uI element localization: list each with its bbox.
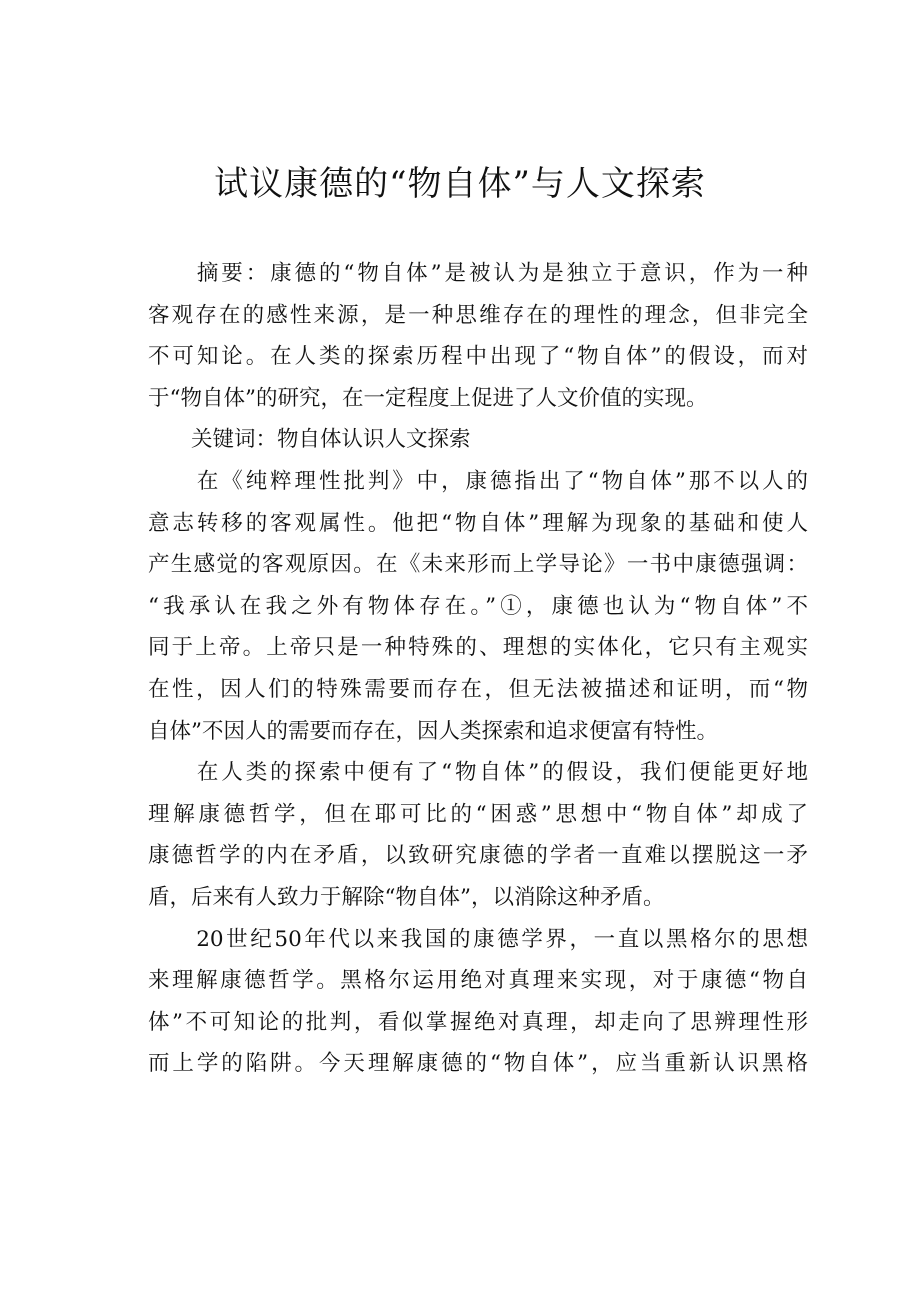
document-body bbox=[148, 253, 808, 1085]
body-paragraph bbox=[148, 461, 808, 752]
text-line: 康德哲学的内在矛盾，以致研究康德的学者一直难以摆脱这一矛 bbox=[148, 843, 808, 869]
text-line: 理解康德哲学，但在耶可比的“困惑”思想中“物自体”却成了 bbox=[148, 801, 808, 827]
body-paragraph bbox=[148, 752, 808, 918]
text-line: 于“物自体”的研究，在一定程度上促进了人文价值的实现。 bbox=[148, 385, 708, 411]
text-line: 而上学的陷阱。今天理解康德的“物自体”，应当重新认识黑格 bbox=[148, 1051, 808, 1077]
keywords-paragraph bbox=[148, 419, 808, 461]
text-line: 关键词：物自体认识人文探索 bbox=[148, 427, 471, 453]
text-line: 来理解康德哲学。黑格尔运用绝对真理来实现，对于康德“物自 bbox=[148, 968, 808, 994]
text-line: 客观存在的感性来源，是一种思维存在的理性的理念，但非完全 bbox=[148, 302, 808, 328]
text-line: 自体”不因人的需要而存在，因人类探索和追求便富有特性。 bbox=[148, 718, 718, 744]
text-line: 体”不可知论的批判，看似掌握绝对真理，却走向了思辨理性形 bbox=[148, 1009, 808, 1035]
abstract-paragraph bbox=[148, 253, 808, 419]
text-line: 盾，后来有人致力于解除“物自体”，以消除这种矛盾。 bbox=[148, 884, 665, 910]
text-line: “我承认在我之外有物体存在。”①，康德也认为“物自体”不 bbox=[148, 593, 808, 619]
text-line: 20世纪50年代以来我国的康德学界，一直以黑格尔的思想 bbox=[148, 926, 808, 952]
text-line: 同于上帝。上帝只是一种特殊的、理想的实体化，它只有主观实 bbox=[148, 635, 808, 661]
text-line: 在《纯粹理性批判》中，康德指出了“物自体”那不以人的 bbox=[148, 468, 808, 494]
body-paragraph bbox=[148, 919, 808, 1085]
text-line: 在人类的探索中便有了“物自体”的假设，我们便能更好地 bbox=[148, 760, 808, 786]
document-title: 试议康德的“物自体”与人文探索 bbox=[214, 164, 706, 204]
text-line: 产生感觉的客观原因。在《未来形而上学导论》一书中康德强调： bbox=[148, 552, 808, 578]
text-line: 不可知论。在人类的探索历程中出现了“物自体”的假设，而对 bbox=[148, 344, 808, 370]
text-line: 摘要：康德的“物自体”是被认为是独立于意识，作为一种 bbox=[148, 261, 808, 286]
text-line: 在性，因人们的特殊需要而存在，但无法被描述和证明，而“物 bbox=[148, 676, 808, 702]
text-line: 意志转移的客观属性。他把“物自体”理解为现象的基础和使人 bbox=[148, 510, 808, 536]
